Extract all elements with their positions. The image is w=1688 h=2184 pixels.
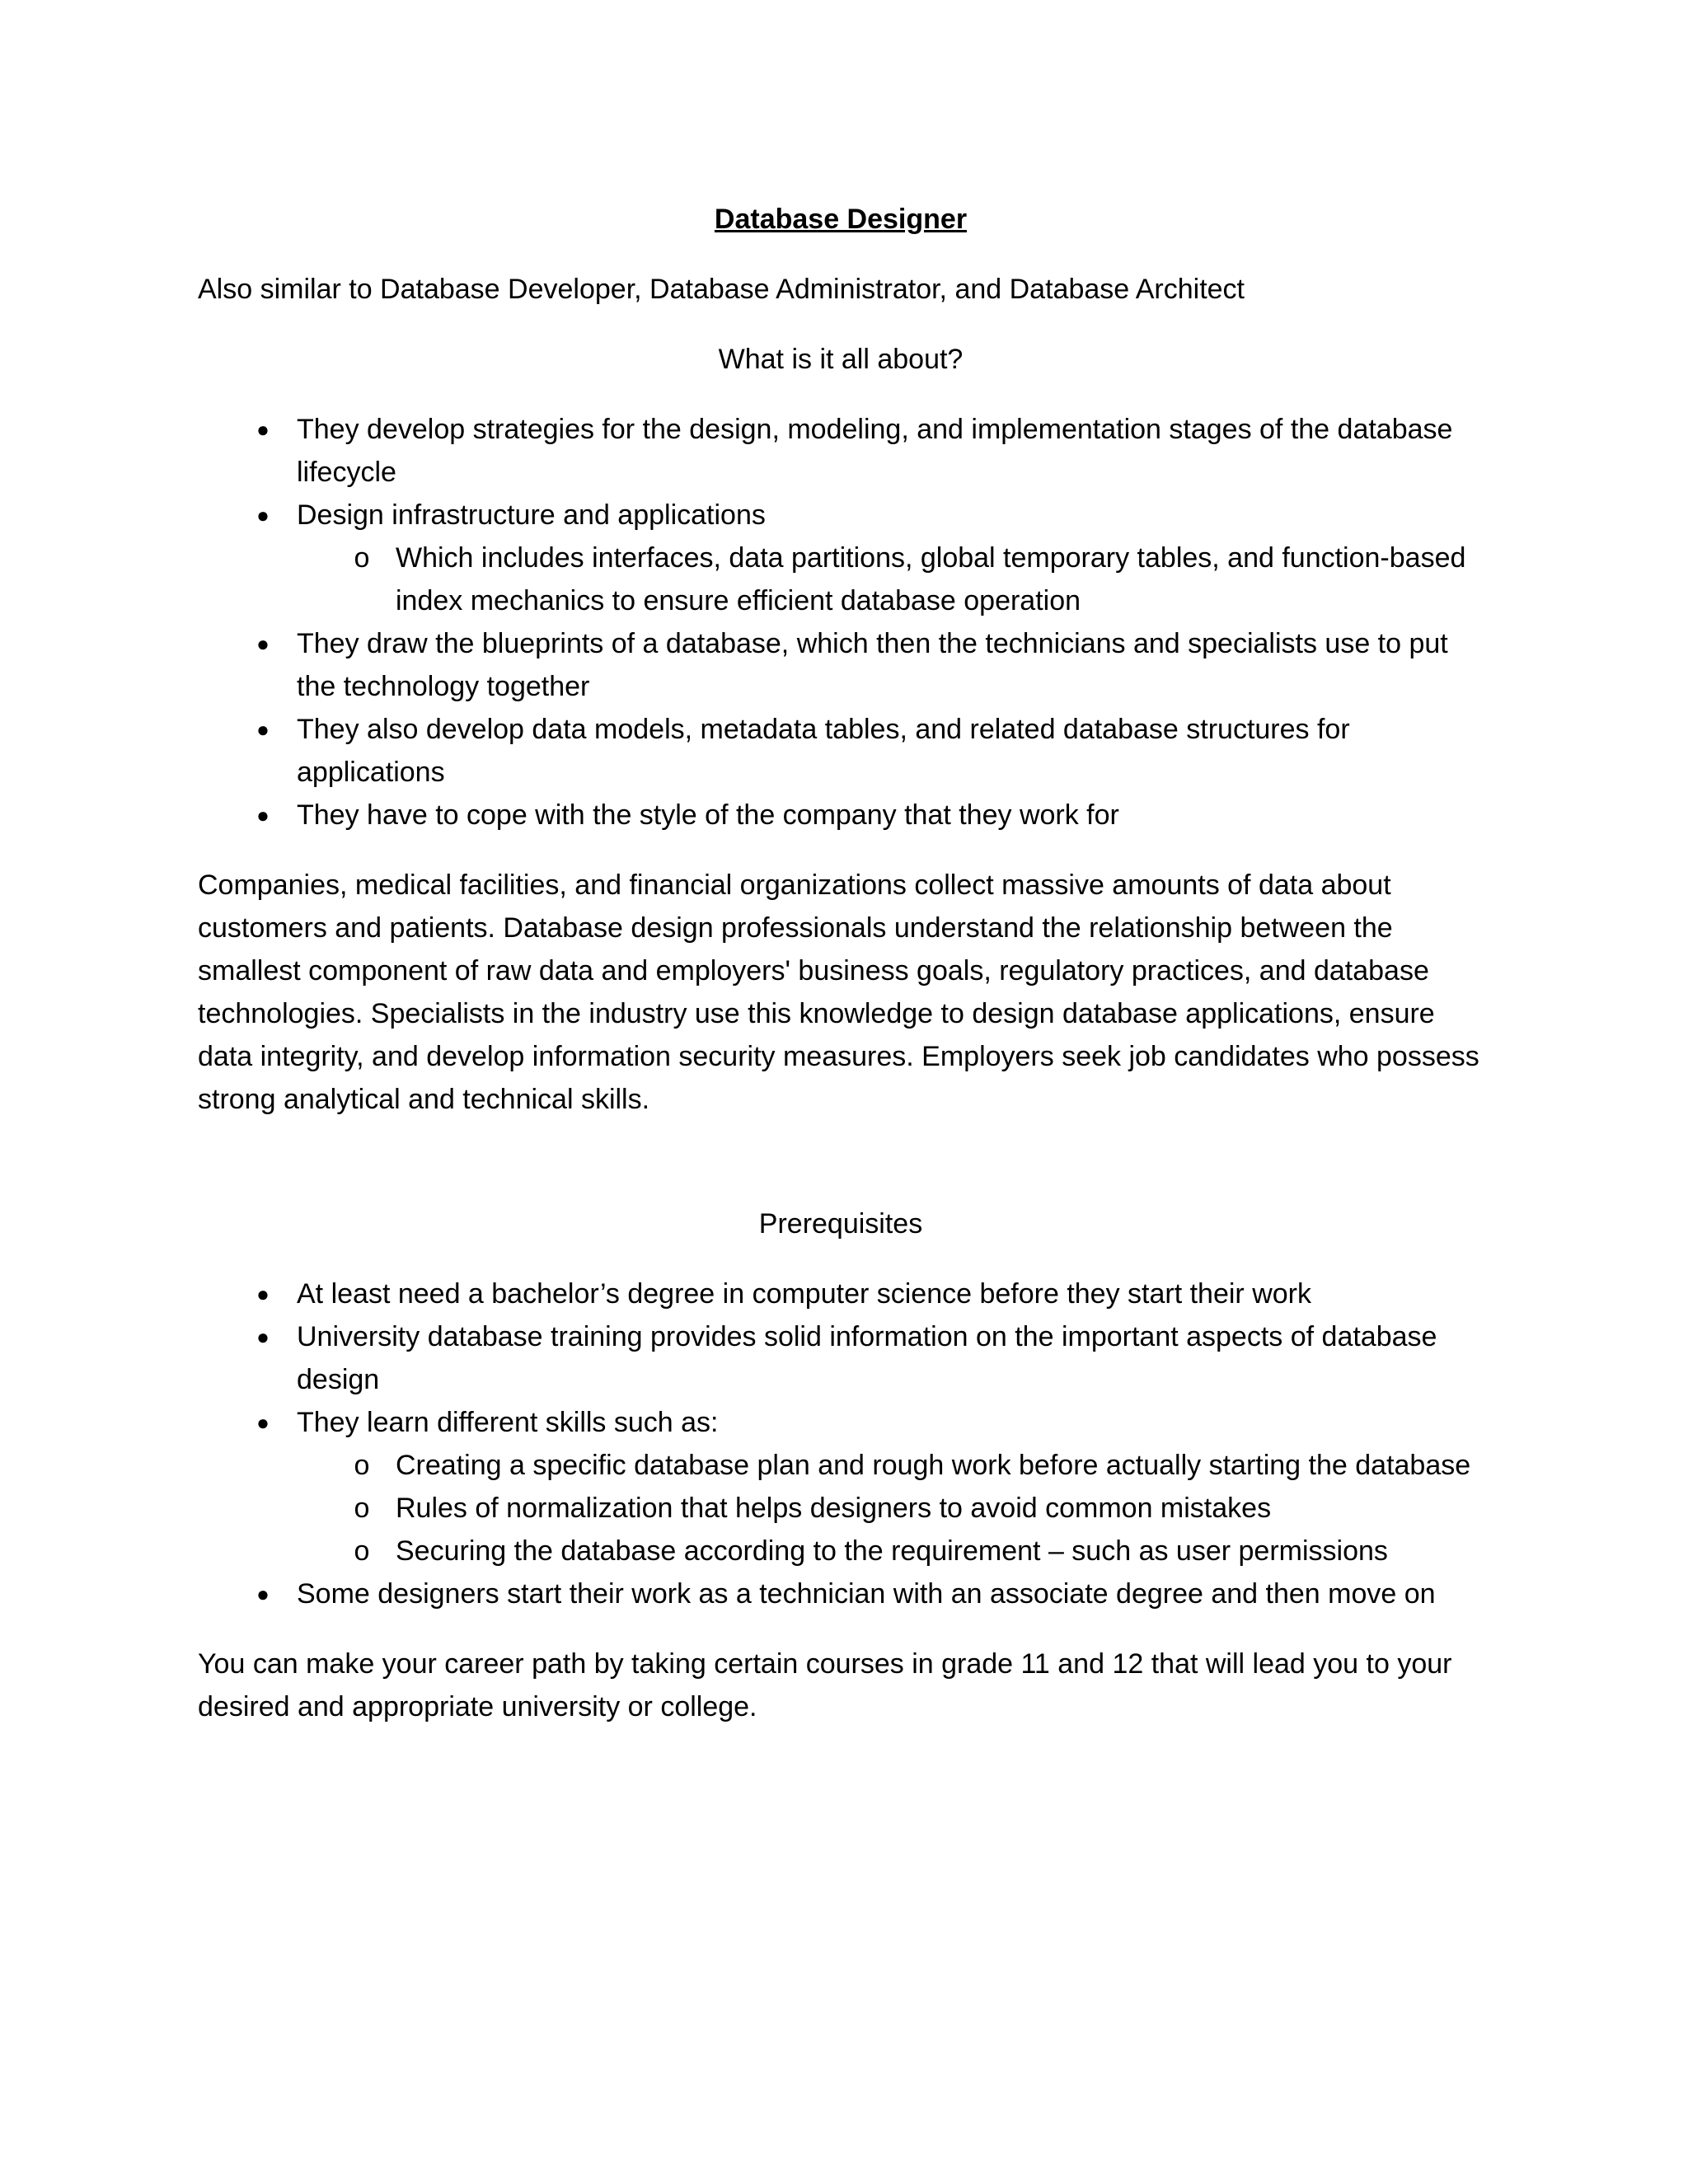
sub-list-item (297, 1444, 1484, 1487)
sub-list-item-text: Creating a specific database plan and rough work before actually starting the database (396, 1450, 1471, 1481)
bullet-icon: ● (256, 631, 270, 656)
bullet-icon: ● (256, 503, 270, 527)
closing-paragraph: You can make your career path by taking certain courses in grade 11 and 12 that will lead you to your desired and appropriate university or college. (198, 1648, 1452, 1722)
about-heading: What is it all about? (718, 344, 964, 375)
list-item (198, 794, 1484, 837)
page-title: Database Designer (714, 204, 968, 235)
sub-list-item (297, 1530, 1484, 1572)
prerequisites-heading: Prerequisites (758, 1208, 923, 1240)
bullet-icon: ● (256, 717, 270, 742)
bullet-icon: ● (256, 1582, 270, 1606)
list-item-text: They develop strategies for the design, modeling, and implementation stages of the database lifecycle (297, 414, 1453, 488)
bullet-icon: ● (256, 417, 270, 442)
list-item (198, 622, 1484, 708)
bullet-icon: ● (256, 1324, 270, 1349)
similar-roles-text: Also similar to Database Developer, Database Administrator, and Database Architect (198, 274, 1245, 305)
sub-list-item (297, 537, 1484, 622)
list-item-text: They have to cope with the style of the company that they work for (297, 799, 1119, 831)
prerequisites-list (198, 1272, 1484, 1615)
list-item (198, 1572, 1484, 1615)
list-item (198, 708, 1484, 794)
hollow-bullet-icon: o (354, 1535, 370, 1567)
hollow-bullet-icon: o (354, 542, 370, 574)
list-item (198, 408, 1484, 494)
list-item (198, 1315, 1484, 1401)
list-item-text: At least need a bachelor’s degree in computer science before they start their work (297, 1278, 1311, 1310)
about-list (198, 408, 1484, 837)
sub-list-item-text: Which includes interfaces, data partitions, global temporary tables, and function-based index mechanics to ensure efficient database operation (396, 542, 1466, 616)
list-item-text: They also develop data models, metadata tables, and related database structures for applications (297, 714, 1350, 788)
list-item (198, 494, 1484, 622)
document-page (198, 198, 1484, 1755)
bullet-icon: ● (256, 803, 270, 827)
sub-list-item-text: Rules of normalization that helps designers to avoid common mistakes (396, 1493, 1272, 1524)
sub-list (297, 537, 1484, 622)
sub-list-item (297, 1487, 1484, 1530)
body-paragraph: Companies, medical facilities, and financial organizations collect massive amounts of data about customers and patients. Database design professionals understand the relationship between the smallest component of raw data and employers' business goals, regulatory practices, and database technologies. Specialists in the industry use this knowledge to design database applications, ensure data integrity, and develop information security measures. Employers seek job candidates who possess strong analytical and technical skills. (198, 869, 1479, 1115)
bullet-icon: ● (256, 1282, 270, 1306)
sub-list-item-text: Securing the database according to the requirement – such as user permissions (396, 1535, 1388, 1567)
sub-list (297, 1444, 1484, 1572)
list-item-text: They draw the blueprints of a database, which then the technicians and specialists use to put the technology together (297, 628, 1448, 702)
section-spacer (198, 1148, 1484, 1202)
list-item (198, 1401, 1484, 1572)
hollow-bullet-icon: o (354, 1493, 370, 1524)
bullet-icon: ● (256, 1410, 270, 1435)
hollow-bullet-icon: o (354, 1450, 370, 1481)
list-item-text: University database training provides solid information on the important aspects of database design (297, 1321, 1437, 1395)
list-item-text: They learn different skills such as: (297, 1407, 719, 1438)
list-item (198, 1272, 1484, 1315)
list-item-text: Design infrastructure and applications (297, 499, 766, 531)
list-item-text: Some designers start their work as a technician with an associate degree and then move on (297, 1578, 1436, 1610)
